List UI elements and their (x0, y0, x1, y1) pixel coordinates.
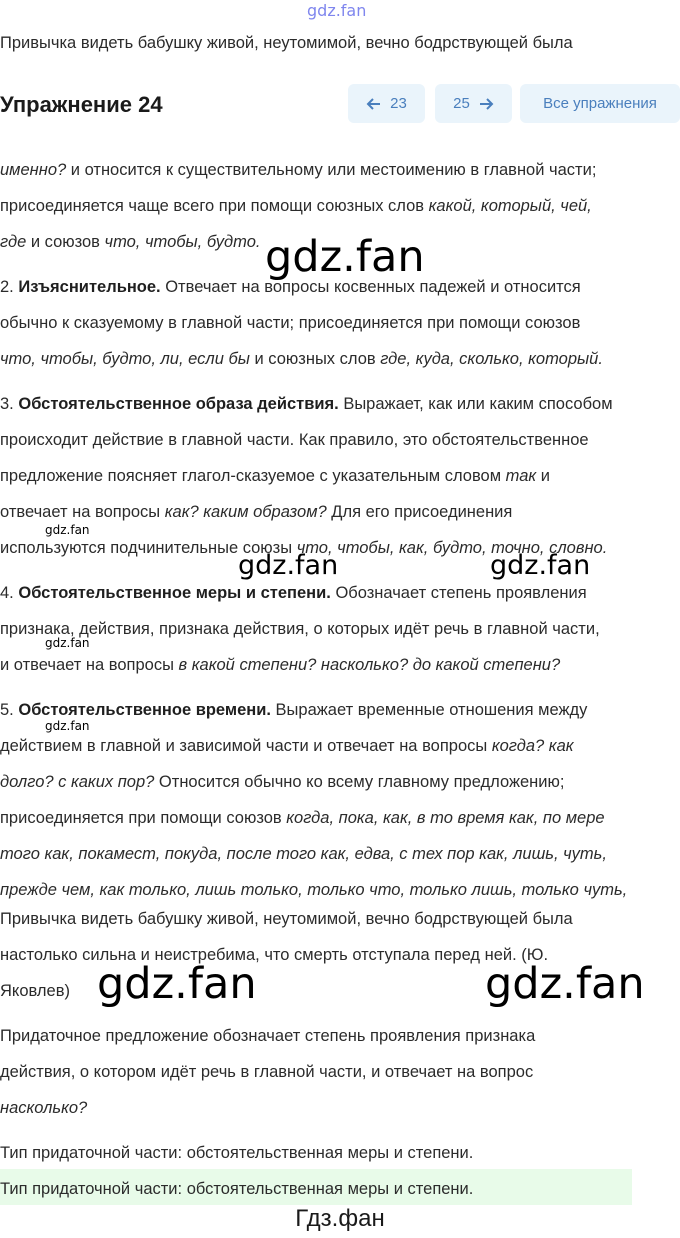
watermark: gdz.fan (45, 719, 90, 733)
text-line: присоединяется чаще всего при помощи союзных слов какой, который, чей, (0, 197, 592, 215)
watermark: gdz.fan (238, 550, 339, 581)
text-line: того как, покамест, покуда, после того как, едва, с тех пор как, лишь, чуть, (0, 845, 607, 863)
arrow-left-icon (366, 97, 382, 111)
paragraph-5: 5. Обстоятельственное времени. Выражает временные отношения между (0, 701, 588, 719)
text-line: используются подчинительные союзы что, чтобы, как, будто, точно, словно. (0, 539, 608, 557)
example-line: настолько сильна и неистребима, что смерть отступала перед ней. (Ю. (0, 946, 549, 964)
text-line: и отвечает на вопросы в какой степени? насколько? до какой степени? (0, 656, 561, 674)
next-exercise-button[interactable] (435, 84, 512, 123)
exercise-header (0, 84, 680, 124)
watermark: gdz.fan (485, 959, 645, 1009)
watermark-top: gdz.fan (307, 1, 367, 20)
analysis-line: Придаточное предложение обозначает степень проявления признака (0, 1027, 536, 1045)
text-line: прежде чем, как только, лишь только, только что, только лишь, только чуть, (0, 881, 628, 899)
text-line: действием в главной и зависимой части и отвечает на вопросы когда? как (0, 737, 574, 755)
next-exercise-label: 25 (453, 95, 470, 112)
analysis-line: насколько? (0, 1099, 88, 1117)
text-line: признака, действия, признака действия, о которых идёт речь в главной части, (0, 620, 600, 638)
example-line: Яковлев) (0, 982, 70, 1000)
text-line: что, чтобы, будто, ли, если бы и союзных слов где, куда, сколько, который. (0, 350, 603, 368)
analysis-line: действия, о котором идёт речь в главной части, и отвечает на вопрос (0, 1063, 534, 1081)
top-line: Привычка видеть бабушку живой, неутомимой, вечно бодрствующей была (0, 34, 573, 52)
example-line: Привычка видеть бабушку живой, неутомимой, вечно бодрствующей была (0, 910, 573, 928)
paragraph-4: 4. Обстоятельственное меры и степени. Обозначает степень проявления (0, 584, 587, 602)
text-line: присоединяется при помощи союзов когда, пока, как, в то время как, по мере (0, 809, 605, 827)
watermark: gdz.fan (45, 636, 90, 650)
answer-line: Тип придаточной части: обстоятельственная меры и степени. (0, 1144, 474, 1162)
prev-exercise-label: 23 (390, 95, 407, 112)
answer-line-highlighted: Тип придаточной части: обстоятельственная меры и степени. (0, 1180, 474, 1198)
text-line: отвечает на вопросы как? каким образом? Для его присоединения (0, 503, 513, 521)
watermark: gdz.fan (490, 550, 591, 581)
watermark: gdz.fan (45, 523, 90, 537)
text-line: именно? и относится к существительному или местоимению в главной части; (0, 161, 597, 179)
watermark: gdz.fan (97, 959, 257, 1009)
prev-exercise-button[interactable] (348, 84, 425, 123)
all-exercises-button[interactable] (520, 84, 680, 123)
all-exercises-label: Все упражнения (543, 95, 657, 112)
text-line: долго? с каких пор? Относится обычно ко всему главному предложению; (0, 773, 565, 791)
text-line: происходит действие в главной части. Как правило, это обстоятельственное (0, 431, 589, 449)
paragraph-2: 2. Изъяснительное. Отвечает на вопросы косвенных падежей и относится (0, 278, 581, 296)
text-line: обычно к сказуемому в главной части; присоединяется при помощи союзов (0, 314, 581, 332)
text-line: предложение поясняет глагол-сказуемое с указательным словом так и (0, 467, 550, 485)
text-line: где и союзов что, чтобы, будто. (0, 233, 261, 251)
paragraph-3: 3. Обстоятельственное образа действия. Выражает, как или каким способом (0, 395, 613, 413)
footer-watermark: Гдз.фан (295, 1205, 385, 1232)
watermark: gdz.fan (265, 232, 425, 282)
arrow-right-icon (478, 97, 494, 111)
page-title: Упражнение 24 (0, 92, 163, 117)
